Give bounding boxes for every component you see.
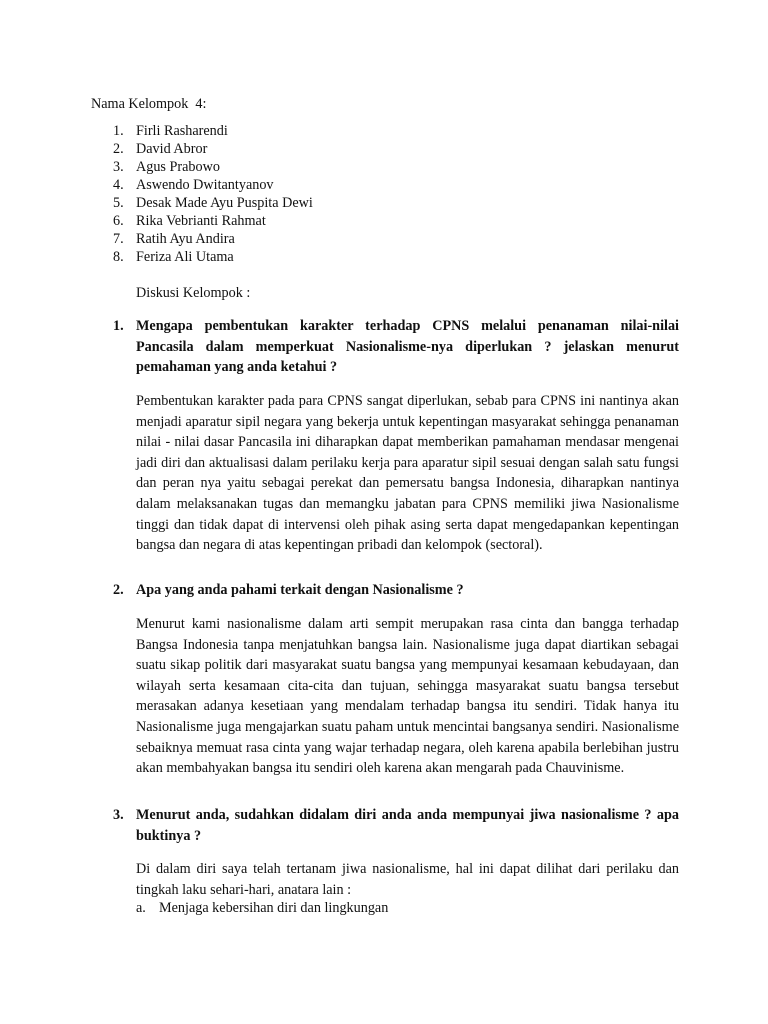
list-item [113,176,313,194]
list-letter: a. [136,900,146,916]
list-number: 1. [113,123,124,139]
list-number: 7. [113,231,124,247]
question-number: 1. [113,318,124,334]
question-2 [113,580,679,601]
list-item [113,158,313,176]
list-item [113,194,313,212]
member-name: Ratih Ayu Andira [136,231,235,247]
list-number: 2. [113,141,124,157]
question-text: Apa yang anda pahami terkait dengan Nasionalisme ? [136,582,464,598]
answer-3: Di dalam diri saya telah tertanam jiwa nasionalisme, hal ini dapat dilihat dari perilaku dan tingkah laku sehari-hari, anatara lain : [136,861,679,898]
question-3 [113,805,679,846]
member-name: Rika Vebrianti Rahmat [136,213,266,229]
question-text: Menurut anda, sudahkan didalam diri anda anda mempunyai jiwa nasionalisme ? apa buktinya ? [136,807,679,844]
member-name: Firli Rasharendi [136,123,228,139]
answer-1: Pembentukan karakter pada para CPNS sangat diperlukan, sebab para CPNS ini nantinya akan menjadi aparatur sipil negara yang bekerja untuk kepentingan masyarakat sehingga penanaman nilai - nilai dasar Pancasila ini diharapkan dapat memberikan pamahaman mendasar mengenai jadi diri dan aktualisasi dalam perilaku kerja para aparatur sipil sesuai dengan salah satu fungsi dan peran nya yaitu sebagai perekat dan pemersatu bangsa Indonesia, diharapkan nantinya dalam melaksanakan tugas dan memangku jabatan para CPNS memiliki jiwa Nasionalisme tinggi dan tidak dapat di intervensi oleh pihak asing serta dapat mengedapankan kepentingan bangsa dan negara di atas kepentingan pribadi dan kelompok (sectoral). [136,393,679,554]
list-item [113,212,313,230]
member-name: Feriza Ali Utama [136,249,234,265]
member-list [113,122,313,266]
answer-2: Menurut kami nasionalisme dalam arti sempit merupakan rasa cinta dan bangga terhadap Bangsa Indonesia tanpa menjatuhkan bangsa lain. Nasionalisme juga dapat diartikan sebagai suatu sikap politik dari masyarakat suatu bangsa yang mempunyai kesamaan kebudayaan, dan wilayah serta kesamaan cita-cita dan tujuan, sehingga masyarakat suatu bangsa tersebut merasakan adanya kesetiaan yang mendalam terhadap bangsa itu sendiri. Tidak hanya itu Nasionalisme juga mengajarkan suatu paham untuk mencintai bangsanya sendiri. Nasionalisme sebaiknya memuat rasa cinta yang wajar terhadap negara, oleh karena apabila berlebihan justru akan membahyakan bangsa itu sendiri oleh karena akan mengarah pada Chauvinisme. [136,616,679,777]
list-number: 8. [113,249,124,265]
group-heading: Nama Kelompok 4: [91,96,207,112]
question-number: 3. [113,807,124,823]
list-number: 5. [113,195,124,211]
member-name: Agus Prabowo [136,159,220,175]
member-name: Desak Made Ayu Puspita Dewi [136,195,313,211]
discussion-heading: Diskusi Kelompok : [136,285,251,301]
sub-item-text: Menjaga kebersihan diri dan lingkungan [159,900,389,916]
list-item [136,899,388,917]
question-number: 2. [113,582,124,598]
list-number: 3. [113,159,124,175]
list-number: 6. [113,213,124,229]
question-1 [113,316,679,378]
list-number: 4. [113,177,124,193]
list-item [113,230,313,248]
list-item [113,140,313,158]
list-item [113,248,313,266]
list-item [113,122,313,140]
question-text: Mengapa pembentukan karakter terhadap CPNS melalui penanaman nilai-nilai Pancasila dalam memperkuat Nasionalisme-nya diperlukan ? jelaskan menurut pemahaman yang anda ketahui ? [136,318,679,375]
member-name: Aswendo Dwitantyanov [136,177,274,193]
member-name: David Abror [136,141,208,157]
